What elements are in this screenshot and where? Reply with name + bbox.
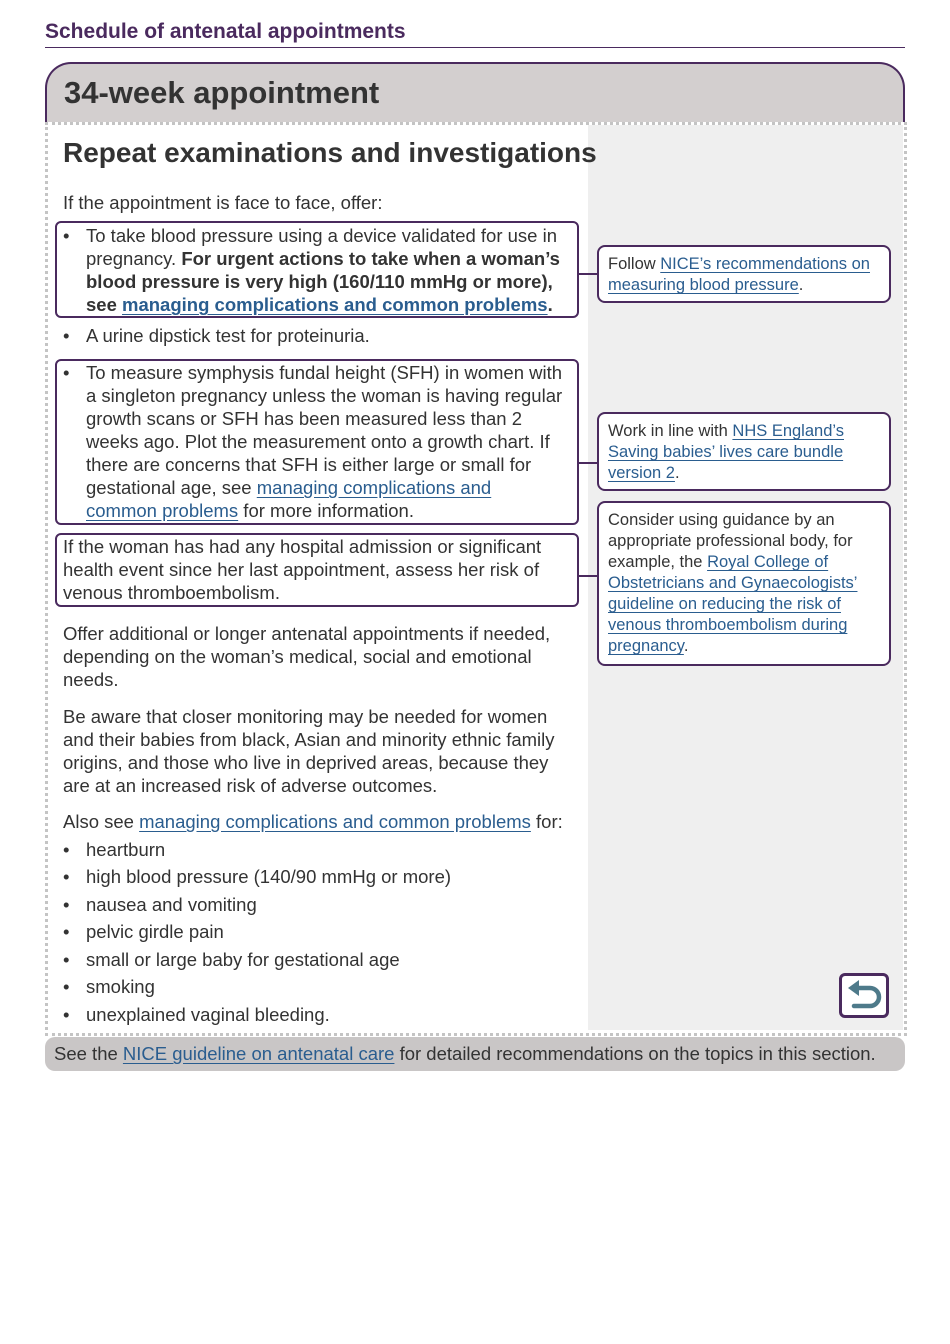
sfh-note-link[interactable]: NHS England’s Saving babies’ lives care bundle version 2	[608, 422, 844, 482]
vte-note-link[interactable]: Royal College of Obstetricians and Gynaecologists’ guideline on reducing the risk of venous thromboembolism during pregnancy	[608, 553, 858, 655]
back-button[interactable]	[839, 973, 889, 1018]
bp-note	[597, 245, 891, 303]
sfh-complications-link[interactable]: managing complications and common problems	[86, 477, 492, 521]
intro-text: If the appointment is face to face, offer:	[63, 192, 383, 213]
urine-text: A urine dipstick test for proteinuria.	[86, 325, 370, 346]
list-item-text: small or large baby for gestational age	[86, 949, 400, 970]
bullet-dot: •	[63, 839, 70, 860]
closer-monitoring-text: Be aware that closer monitoring may be needed for women and their babies from black, Asian and minority ethnic family origins, and those who live in deprived areas, because they are at an increased risk of adverse outcomes.	[63, 706, 555, 796]
list-item-text: heartburn	[86, 839, 166, 860]
appointment-tab	[45, 62, 905, 122]
sfh-note	[597, 412, 891, 491]
vte-note-text: Consider using guidance by an appropriate professional body, for example, the	[608, 511, 853, 571]
header-title: Schedule of antenatal appointments	[45, 20, 406, 43]
list-item-text: nausea and vomiting	[86, 894, 257, 915]
bp-text: To take blood pressure using a device validated for use in pregnancy.	[86, 225, 558, 269]
bp-complications-link[interactable]: managing complications and common problems	[122, 294, 548, 315]
footer-prefix: See the	[54, 1043, 123, 1064]
additional-appointments-text: Offer additional or longer antenatal appointments if needed, depending on the woman’s medical, social and emotional needs.	[63, 623, 551, 690]
sfh-end: for more information.	[238, 500, 414, 521]
bullet-dot: •	[63, 225, 70, 246]
bp-connector	[579, 273, 597, 275]
sfh-connector	[579, 462, 597, 464]
list-item-text: smoking	[86, 976, 155, 997]
also-see-line	[63, 810, 563, 833]
bullet-dot: •	[63, 976, 70, 997]
bullet-dot: •	[63, 949, 70, 970]
bp-end: .	[547, 294, 553, 315]
bullet-dot: •	[63, 894, 70, 915]
list-item-text: unexplained vaginal bleeding.	[86, 1004, 330, 1025]
list-item-text: high blood pressure (140/90 mmHg or more)	[86, 866, 452, 887]
bp-note-link[interactable]: NICE’s recommendations on measuring blood pressure	[608, 255, 870, 294]
bullet-dot: •	[63, 866, 70, 887]
header-divider	[45, 47, 905, 48]
also-see-prefix: Also see	[63, 811, 140, 832]
sfh-note-text: Work in line with	[608, 422, 733, 440]
antenatal-guideline-link[interactable]: NICE guideline on antenatal care	[122, 1043, 395, 1064]
bp-urgent-text: For urgent actions to take when a woman’s blood pressure is very high (160/110 mmHg or more), see	[86, 248, 560, 315]
bullet-dot: •	[63, 325, 70, 346]
sfh-text: To measure symphysis fundal height (SFH) in women with a singleton pregnancy unless the woman is having regular growth scans or SFH has been measured less than 2 weeks ago. Plot the measurement onto a growth chart. If there are concerns that SFH is either large or small for gestational age, see	[86, 362, 563, 498]
return-arrow-icon	[842, 976, 886, 1015]
bp-note-text: Follow	[608, 255, 661, 273]
appointment-title: 34-week appointment	[64, 75, 380, 110]
vte-text: If the woman has had any hospital admission or significant health event since her last appointment, assess her risk of venous thromboembolism.	[63, 536, 542, 603]
footer-bar	[45, 1037, 905, 1071]
also-see-suffix: for:	[530, 811, 563, 832]
also-see-link[interactable]: managing complications and common problems	[139, 811, 531, 832]
vte-note-end: .	[683, 637, 689, 655]
bullet-dot: •	[63, 1004, 70, 1025]
vte-note	[597, 501, 891, 666]
list-item-text: pelvic girdle pain	[86, 921, 224, 942]
bp-note-end: .	[798, 276, 804, 294]
footer-suffix: for detailed recommendations on the topics in this section.	[394, 1043, 876, 1064]
sfh-note-end: .	[674, 464, 680, 482]
bullet-dot: •	[63, 921, 70, 942]
bullet-dot: •	[63, 362, 70, 383]
vte-connector	[579, 575, 597, 577]
section-title: Repeat examinations and investigations	[63, 137, 597, 168]
